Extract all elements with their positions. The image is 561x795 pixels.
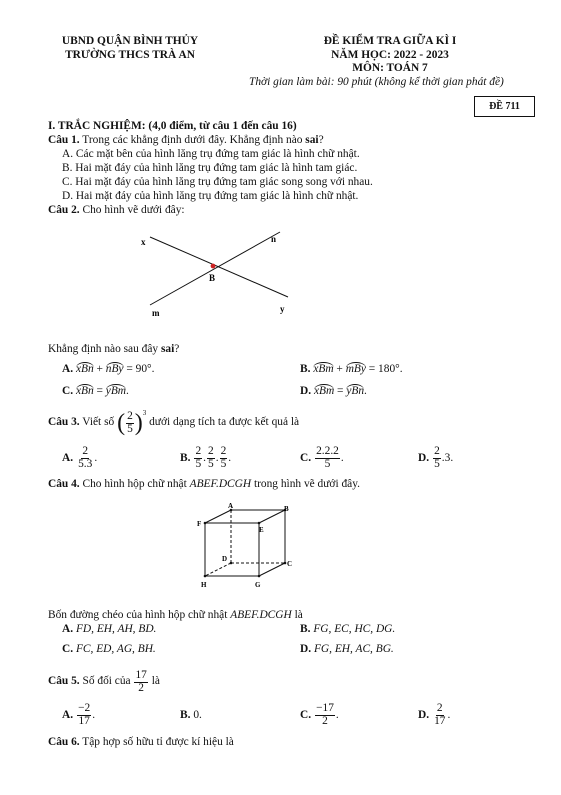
q2-prompt: [48, 343, 179, 357]
school-name: TRƯỜNG THCS TRÀ AN: [65, 49, 195, 61]
intersecting-lines-figure: [130, 225, 310, 320]
option-label: D.: [418, 451, 430, 464]
vertex-f: F: [197, 520, 202, 528]
vertex-g: G: [255, 581, 261, 589]
operator: +: [93, 363, 106, 375]
label-y: y: [280, 304, 285, 314]
dot: .: [203, 451, 207, 464]
tail: .: [92, 708, 96, 721]
question-text: Cho hình hộp chữ nhật: [79, 478, 190, 490]
vertex-d: D: [222, 555, 228, 563]
tail: .: [447, 708, 451, 721]
angle: yBm: [105, 385, 127, 397]
option-label: B.: [180, 451, 191, 464]
exam-code-box: ĐỀ 711: [474, 96, 535, 117]
prompt-text: Bốn đường chéo của hình hộp chữ nhật: [48, 609, 231, 621]
q4-option-d[interactable]: [300, 643, 394, 657]
fraction: [126, 411, 134, 436]
question-label: Câu 6.: [48, 736, 80, 748]
school-year: NĂM HỌC: 2022 - 2023: [331, 49, 449, 61]
q1-option-d[interactable]: D. Hai mặt đáy của hình lăng trụ đứng tam giác là hình chữ nhật.: [62, 190, 359, 202]
angle: nBy: [105, 363, 124, 375]
option-text: FG, EH, AC, BG.: [313, 643, 394, 655]
vertex-h: H: [201, 581, 207, 589]
q2-option-a[interactable]: [62, 363, 154, 377]
question-emphasis: sai: [305, 134, 319, 146]
q4-prompt: [48, 609, 303, 623]
angle: xBm: [313, 363, 334, 375]
angle: xBn: [75, 385, 94, 397]
question-text-end: dưới dạng tích ta được kết quả là: [146, 416, 300, 429]
rest: = 180°.: [365, 363, 403, 375]
option-label: C.: [62, 385, 74, 397]
option-text: FG, EC, HC, DG.: [313, 623, 396, 635]
power-expression: ( $\frac{2}{5}$ ) $^3$: [117, 408, 147, 436]
question-text: Trong các khẳng định dưới đây. Khẳng định nào: [79, 134, 306, 146]
q3-option-c[interactable]: [300, 446, 344, 471]
q2-option-b[interactable]: [300, 363, 403, 377]
vertex-a: A: [228, 502, 234, 510]
time-note: Thời gian làm bài: 90 phút (không kể thời gian phát đề): [249, 76, 504, 88]
denominator: 5: [220, 457, 227, 470]
q2-option-c[interactable]: [62, 385, 129, 399]
angle: mBy: [345, 363, 366, 375]
option-label: A.: [62, 363, 74, 375]
denominator: 5: [324, 457, 331, 470]
label-b: B: [209, 273, 216, 283]
q5-option-c[interactable]: [300, 703, 339, 728]
q4-option-c[interactable]: [62, 643, 156, 657]
denominator: 5: [434, 457, 440, 470]
q4-option-a[interactable]: [62, 623, 156, 637]
angle: xBm: [313, 385, 335, 397]
exam-title: ĐỀ KIỂM TRA GIỮA KÌ I: [323, 35, 457, 47]
q3-option-a[interactable]: [62, 446, 97, 471]
question-4: [48, 478, 360, 492]
question-text: Số đối của: [79, 675, 134, 688]
q5-option-d[interactable]: [418, 703, 450, 728]
denominator: 2: [322, 714, 328, 727]
q3-option-b[interactable]: [180, 446, 231, 471]
denominator: 5: [208, 457, 214, 470]
option-label: D.: [300, 385, 312, 397]
q1-option-b[interactable]: B. Hai mặt đáy của hình lăng trụ đứng tam giác là hình tam giác.: [62, 162, 358, 174]
option-label: C.: [300, 708, 312, 721]
question-3: [48, 406, 299, 440]
dot: .: [215, 451, 219, 464]
question-text: Cho hình vẽ dưới đây:: [79, 204, 185, 216]
question-label: Câu 3.: [48, 416, 80, 429]
numerator: 2: [208, 445, 214, 457]
tail: .: [94, 451, 98, 464]
point-b: [211, 264, 216, 269]
vertex-b: B: [284, 505, 289, 513]
operator: +: [333, 363, 346, 375]
question-text-end: ?: [318, 134, 324, 146]
school-district: UBND QUẬN BÌNH THỦY: [61, 35, 199, 47]
prompt-end: là: [291, 609, 303, 621]
denominator: 5: [195, 457, 202, 470]
option-label: D.: [418, 708, 430, 721]
numerator: −2: [78, 702, 91, 714]
rest: = 90°.: [123, 363, 155, 375]
question-label: Câu 5.: [48, 675, 80, 688]
prompt-end: ?: [174, 343, 180, 355]
label-x: x: [141, 237, 146, 247]
question-2: [48, 204, 185, 218]
tail: .3.: [441, 451, 454, 464]
question-text-end: trong hình vẽ dưới đây.: [251, 478, 361, 490]
q2-option-d[interactable]: [300, 385, 367, 399]
line-mn: [150, 232, 280, 305]
question-label: Câu 4.: [48, 478, 80, 490]
angle: xBn: [75, 363, 94, 375]
option-label: A.: [62, 623, 74, 635]
operator: =: [93, 385, 106, 397]
angle: yBn: [346, 385, 365, 397]
shape-name: ABEF.DCGH: [189, 478, 252, 490]
question-5: [48, 666, 160, 698]
denominator: 5.3: [78, 457, 93, 470]
option-text: FD, EH, AH, BD.: [75, 623, 157, 635]
option-text: FC, ED, AG, BH.: [75, 643, 156, 655]
option-label: A.: [62, 451, 74, 464]
numerator: 2: [436, 702, 443, 714]
line-xy: [150, 237, 288, 297]
q5-option-b[interactable]: [180, 709, 202, 723]
numerator: 2: [195, 445, 202, 457]
label-n: n: [271, 234, 277, 244]
denominator: 5: [127, 422, 133, 435]
numerator: −17: [316, 702, 334, 714]
denominator: 17: [434, 714, 446, 727]
q1-option-a[interactable]: A. Các mặt bên của hình lăng trụ đứng tam giác là hình chữ nhật.: [62, 148, 360, 160]
q5-option-a[interactable]: [62, 703, 95, 728]
vertex-e: E: [259, 526, 264, 534]
operator: =: [334, 385, 347, 397]
q1-option-c[interactable]: C. Hai mặt đáy của hình lăng trụ đứng tam giác song song với nhau.: [62, 176, 373, 188]
question-label: Câu 1.: [48, 134, 80, 146]
shape-name: ABEF.DCGH: [230, 609, 292, 621]
numerator: 2: [82, 445, 89, 457]
option-label: B.: [300, 623, 311, 635]
option-text: 0.: [193, 709, 202, 721]
denominator: 2: [138, 681, 144, 694]
option-label: C.: [300, 451, 312, 464]
numerator: 2: [127, 409, 133, 422]
numerator: 2: [220, 445, 227, 457]
question-text: Tập hợp số hữu tỉ được kí hiệu là: [79, 736, 234, 748]
option-label: B.: [180, 709, 191, 721]
exponent: 3: [142, 408, 147, 417]
numerator: 2.2.2: [316, 445, 339, 457]
numerator: 2: [434, 445, 440, 457]
tail: .: [335, 708, 339, 721]
prompt-emphasis: sai: [160, 343, 175, 355]
label-m: m: [152, 308, 160, 318]
q4-option-b[interactable]: [300, 623, 395, 637]
q3-option-d[interactable]: [418, 446, 453, 471]
section-title: I. TRẮC NGHIỆM: (4,0 điểm, từ câu 1 đến câu 16): [48, 120, 297, 132]
subject: MÔN: TOÁN 7: [352, 62, 428, 74]
numerator: 17: [135, 668, 147, 681]
rectangular-box-figure: [193, 502, 303, 592]
question-label: Câu 2.: [48, 204, 80, 216]
option-label: D.: [300, 643, 312, 655]
option-label: A.: [62, 708, 74, 721]
denominator: 17: [78, 714, 90, 727]
rest: .: [126, 385, 129, 397]
vertex-c: C: [287, 560, 293, 568]
question-text: Viết số: [79, 416, 118, 429]
tail: .: [340, 451, 344, 464]
question-text-end: là: [148, 675, 160, 688]
question-6: [48, 736, 234, 750]
option-label: B.: [300, 363, 311, 375]
fraction: [134, 670, 147, 695]
tail: .: [228, 451, 232, 464]
question-1: [48, 134, 324, 148]
rest: .: [364, 385, 367, 397]
prompt-text: Khẳng định nào sau đây: [48, 343, 161, 355]
option-label: C.: [62, 643, 74, 655]
